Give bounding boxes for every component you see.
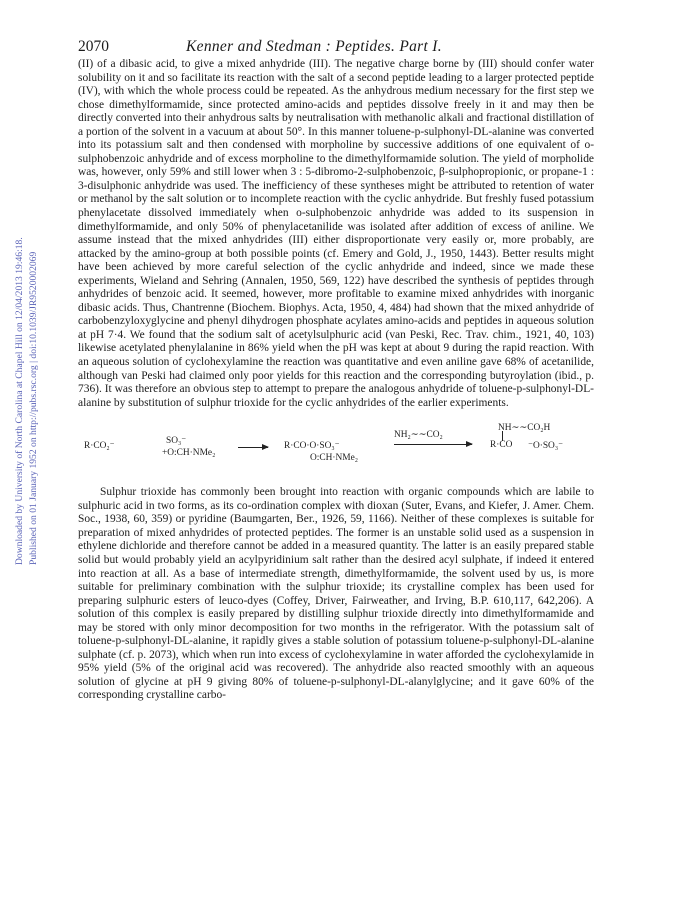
publication-notice-text: Published on 01 January 1952 on http://pubs.rsc.org | doi:10.1039/JR9520002069 xyxy=(28,251,39,565)
scheme-mixed-anhydride: R·CO·O·SO₃⁻ xyxy=(284,441,340,452)
publication-notice xyxy=(16,185,39,565)
scheme-acyl: R·CO xyxy=(490,440,513,451)
scheme-dmf: O:CH·NMe₂ xyxy=(310,453,359,464)
page-number: 2070 xyxy=(78,38,109,55)
arrow-1 xyxy=(238,447,268,448)
scheme-sulphate: ⁻O·SO₃⁻ xyxy=(528,441,564,452)
reaction-scheme xyxy=(78,416,594,480)
scheme-amine-group: NH∼∼CO₂H xyxy=(498,423,551,434)
download-notice-text: Downloaded by University of North Carolina at Chapel Hill on 12/04/2013 19:46:18. xyxy=(14,237,25,565)
running-head: Kenner and Stedman : Peptides. Part I. xyxy=(186,38,442,55)
scheme-carboxylate: R·CO₂⁻ xyxy=(84,441,115,452)
paragraph-2: Sulphur trioxide has commonly been brought into reaction with organic compounds which are labile to sulphuric acid in two forms, as its co-ordination complex with dioxan (Suter, Evans, and Kiefer, J. Amer. Chem. Soc., 1938, 60, 359) or pyridine (Baumgarten, Ber., 1926, 59, 1166). Neither of these complexes is suitable for preparation of mixed anhydrides of protected peptides. The former is an unstable solid used as a suspension in ethylene dichloride and therefore cannot be added in a measured quantity. The latter is an easily prepared stable solid but would probably yield an acylpyridinium salt rather than the desired acyl sulphate, if indeed it entered into reaction at all. As a base of intermediate strength, dimethylformamide, the solvent used by us, is more suitable for preliminary combination with the sulphur trioxide; its crystalline complex has been used for preparing sulphuric esters of leuco-dyes (Coffey, Driver, Fairweather, and Irving, B.P. 610,117, 642,206). A solution of this complex is easily prepared by distilling sulphur trioxide directly into dimethylformamide and may be stored with only minor decomposition for two months in the refrigerator. With the potassium salt of toluene-p-sulphonyl-DL-alanine, it rapidly gives a stable solution of potassium toluene-p-sulphonyl-DL-alanine sulphate (cf. p. 2073), which when run into excess of cyclohexylamine in water afforded the cyclohexylamide in 95% yield (5% of the original acid was recovered). The anhydride also reacted smoothly with an aqueous solution of glycine at pH 9 giving 80% of toluene-p-sulphonyl-DL-alanylglycine; and it gave 60% of the corresponding crystalline carbo- xyxy=(78,486,594,702)
paragraph-1: (II) of a dibasic acid, to give a mixed anhydride (III). The negative charge borne by (III) should confer water solubility on it and so facilitate its reaction with the salt of a second peptide leading to a larger protected peptide (IV), with which the whole process could be repeated. As the anhydrous medium necessary for the first step we chose dimethylformamide, since protected amino-acids and peptides dissolve freely in it and may then be directly converted into their anhydrous salts by neutralisation with methanolic alkali and fractional distillation of a portion of the solvent in a vacuum at about 50°. In this manner toluene-p-sulphonyl-DL-alanine was converted into its potassium salt and then condensed with morpholine by successive additions of one equivalent of o-sulphobenzoic anhydride and of excess morpholine to the dimethylformamide solution. The yield of morpholide was, however, only 59% and still lower when 3 : 5-dibromo-2-sulphobenzoic, β-sulphopropionic, or propane-1 : 3-disulphonic anhydride was used. The inefficiency of these syntheses might be attributed to retention of water or methanol by the salt solution or to incomplete reaction with the cyclic anhydride. But freshly fused potassium phenylacetate dissolved immediately when o-sulphobenzoic anhydride was added to its suspension in dimethylformamide, and only 50% of phenylacetanilide was isolated after addition of excess of aniline. We assume instead that the mixed anhydrides (III) either disproportionate very easily or, more probably, are attacked by the amino-group at both possible points (cf. Emery and Gold, J., 1950, 1443). Better results might have been achieved by more careful selection of the cyclic anhydride and indeed, since we made these experiments, Wieland and Sehring (Annalen, 1950, 569, 122) have described the synthesis of peptides through anhydrides of benzoic acid. It seemed, however, more profitable to examine mixed anhydrides with inorganic dibasic acids. Thus, Chantrenne (Biochem. Biophys. Acta, 1950, 4, 484) had shown that the mixed anhydride of carbobenzyloxyglycine and phenyl dihydrogen phosphate acylates amino-acids and peptides in aqueous solution at pH 7·4. We found that the sodium salt of acetylsulphuric acid (van Peski, Rec. Trav. chim., 1921, 40, 103) likewise acetylated phenylalanine in 86% yield when the pH was kept at about 9 during the rapid reaction. With an aqueous solution of cyclohexylamine the reaction was quantitative and even aniline gave 68% of acetanilide, although van Peski had claimed only poor yields for this reaction and the corresponding butyroylation (ibid., p. 736). It was therefore an obvious step to attempt to prepare the analogous anhydride of toluene-p-sulphonyl-DL-alanine by substitution of sulphur trioxide for the cyclic anhydrides of the earlier experiments. xyxy=(78,58,594,409)
page-header xyxy=(78,38,594,58)
arrow-2 xyxy=(394,444,472,445)
scheme-so3: SO₃⁻ xyxy=(166,436,187,447)
scheme-dmf-complex: +O:CH·NMe₂ xyxy=(162,448,216,459)
scheme-reagent: NH₂∼∼CO₂ xyxy=(394,430,443,441)
page-content xyxy=(78,38,594,703)
download-notice xyxy=(2,185,25,565)
